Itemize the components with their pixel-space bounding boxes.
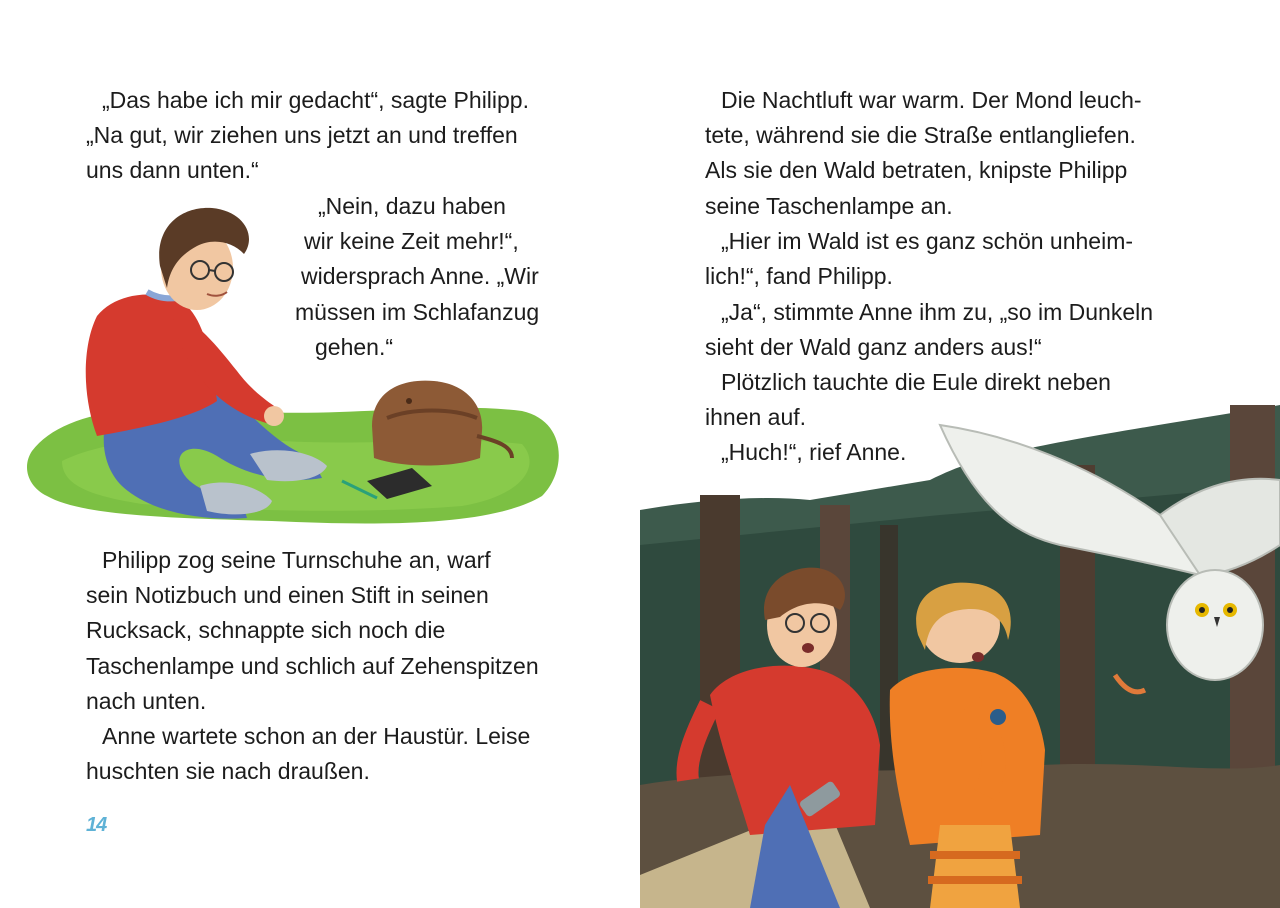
text-line: Rucksack, schnappte sich noch die	[86, 617, 446, 643]
text-line: sein Notizbuch und einen Stift in seinen	[86, 582, 489, 608]
text-line: „Nein, dazu haben	[318, 193, 506, 219]
text-line: „Ja“, stimmte Anne ihm zu, „so im Dunkeln	[721, 299, 1154, 325]
text-line: Anne wartete schon an der Haustür. Leise	[102, 723, 531, 749]
text-line: lich!“, fand Philipp.	[705, 263, 893, 289]
forest-owl-illustration	[640, 405, 1280, 908]
text-line: „Na gut, wir ziehen uns jetzt an und treffen	[86, 122, 518, 148]
text-line: nach unten.	[86, 688, 207, 714]
text-line: tete, während sie die Straße entlangliefen.	[705, 122, 1136, 148]
text-line: Taschenlampe und schlich auf Zehenspitzen	[86, 653, 539, 679]
text-line: „Das habe ich mir gedacht“, sagte Philipp.	[102, 87, 529, 113]
text-line: sieht der Wald ganz anders aus!“	[705, 334, 1042, 360]
text-line: huschten sie nach draußen.	[86, 758, 370, 784]
text-line: müssen im Schlafanzug	[295, 299, 540, 325]
text-line: Als sie den Wald betraten, knipste Philipp	[705, 157, 1128, 183]
text-line: ihnen auf.	[705, 404, 807, 430]
text-line: uns dann unten.“	[86, 157, 259, 183]
page-number: 14	[86, 814, 107, 836]
text-line: seine Taschenlampe an.	[705, 193, 953, 219]
text-line: wir keine Zeit mehr!“,	[304, 228, 519, 254]
text-line: „Hier im Wald ist es ganz schön unheim-	[721, 228, 1134, 254]
text-line: gehen.“	[315, 334, 394, 360]
text-line: „Huch!“, rief Anne.	[721, 439, 907, 465]
text-line: widersprach Anne. „Wir	[301, 263, 539, 289]
text-line: Die Nachtluft war warm. Der Mond leuch-	[721, 87, 1142, 113]
text-line: Philipp zog seine Turnschuhe an, warf	[102, 547, 491, 573]
text-line: Plötzlich tauchte die Eule direkt neben	[721, 369, 1111, 395]
